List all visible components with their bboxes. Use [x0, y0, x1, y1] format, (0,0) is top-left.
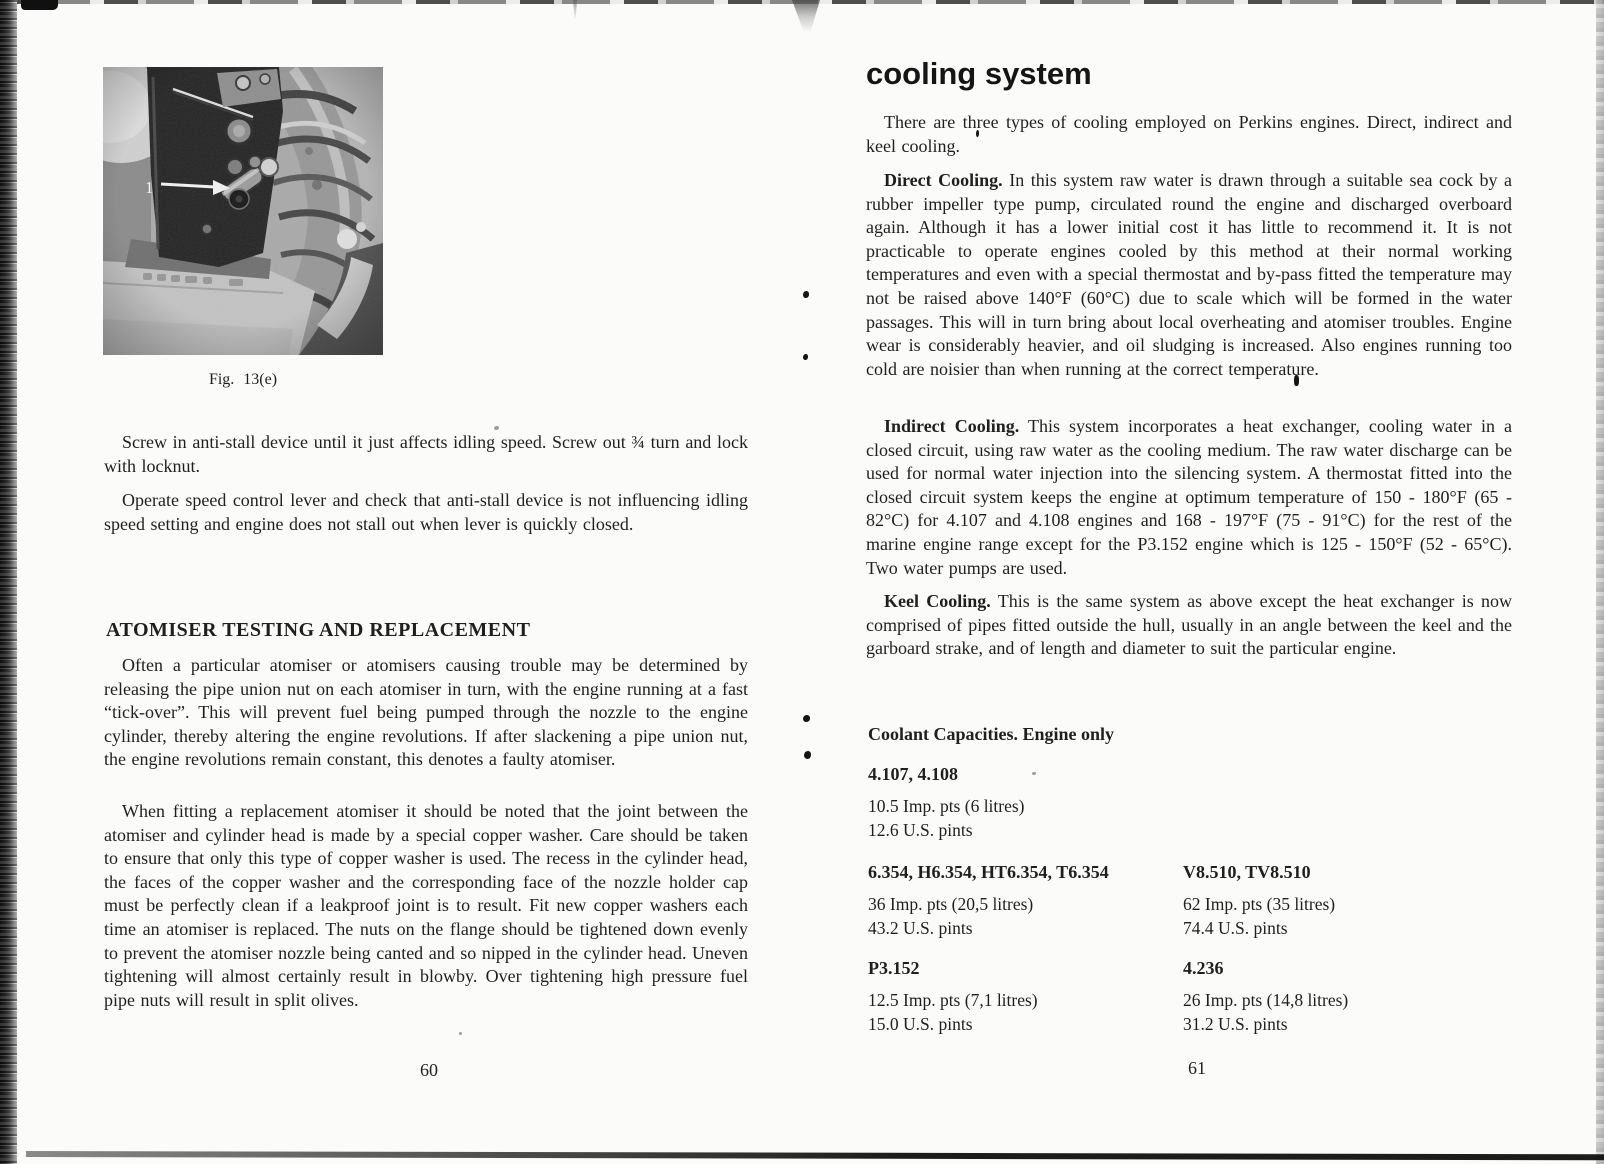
scan-speck	[803, 291, 809, 298]
capacity-us: 31.2 U.S. pints	[1183, 1014, 1288, 1034]
capacity-imperial: 10.5 Imp. pts (6 litres)	[868, 796, 1025, 816]
scan-bottom-edge-line	[26, 1151, 1604, 1160]
para-atomiser-replacement: When fitting a replacement atomiser it should be noted that the joint between the atomiser and cylinder head is made by a special copper washer. Care should be taken to ensure that only this type of copper washer is used. The recess in the cylinder head, the faces of the copper washer and the corresponding face of the nozzle holder cap must be perfectly clean if a leakproof joint is to result. Fit new copper washers each time an atomiser is replaced. The nuts on the flange should be tightened down evenly to prevent the atomiser nozzle being canted and so nipped in the cylinder head. Uneven tightening will almost certainly result in blowby. Over tightening high pressure fuel pipe nuts will result in split olives.	[104, 801, 748, 1010]
capacity-imperial: 62 Imp. pts (35 litres)	[1183, 894, 1336, 914]
capacity-group-6354	[868, 862, 1109, 940]
lead-direct-cooling: Direct Cooling.	[884, 170, 1003, 190]
scan-fold-smudge	[786, 0, 826, 36]
lead-keel-cooling: Keel Cooling.	[884, 591, 991, 611]
para-indirect-cooling	[866, 415, 1512, 580]
para-speed-control: Operate speed control lever and check that anti-stall device is not influencing idling speed setting and engine does not stall out when lever is quickly closed.	[104, 490, 748, 534]
para-keel-cooling	[866, 590, 1512, 661]
capacity-imperial: 26 Imp. pts (14,8 litres)	[1183, 990, 1349, 1010]
capacity-models: P3.152	[868, 958, 920, 978]
scan-speck	[1032, 772, 1036, 775]
capacity-us: 15.0 U.S. pints	[868, 1014, 973, 1034]
scan-corner-mark	[21, 0, 58, 10]
capacity-group-4236	[1183, 958, 1348, 1036]
lead-indirect-cooling: Indirect Cooling.	[884, 416, 1020, 436]
capacity-models: 4.107, 4.108	[868, 764, 958, 784]
capacity-group-4107-4108	[868, 764, 1025, 842]
heading-atomiser-testing: ATOMISER TESTING AND REPLACEMENT	[106, 619, 531, 641]
capacity-models: 4.236	[1183, 958, 1224, 978]
scan-right-edge	[1596, 0, 1604, 1164]
section-title-cooling-system: cooling system	[866, 56, 1092, 91]
capacity-models: V8.510, TV8.510	[1183, 862, 1311, 882]
para-atomiser-trouble: Often a particular atomiser or atomisers causing trouble may be determined by releasing the pipe union nut on each atomiser in turn, with the engine running at a fast “tick-over”. This will prevent fuel being pumped through the nozzle to the engine cylinder, thereby altering the engine revolutions. If after slackening a pipe union nut, the engine revolutions remain constant, this denotes a faulty atomiser.	[104, 655, 748, 770]
body-direct-cooling: In this system raw water is drawn through a suitable sea cock by a rubber impeller type pump, circulated round the engine and discharged overboard again. Although it has a lower initial cost it has little to recommend it. It is not practicable to operate engines cooled by this method at their normal working temperatures and even with a special thermostat and by-pass fitted the temperature may not be raised above 140°F (60°C) due to scale which will be formed in the water passages. This will in turn bring about local overheating and atomiser troubles. Engine wear is considerably heavier, and oil sludging is increased. Also engines running too cold are noisier than when running at the correct temperature.	[866, 170, 1512, 379]
capacity-group-v8510	[1183, 862, 1335, 940]
capacity-us: 43.2 U.S. pints	[868, 918, 973, 938]
para-cooling-intro: There are three types of cooling employed on Perkins engines. Direct, indirect and keel cooling.	[866, 112, 1512, 156]
heading-coolant-capacities: Coolant Capacities. Engine only	[868, 724, 1115, 744]
scan-speck	[803, 715, 810, 722]
engine-photo	[103, 67, 383, 355]
capacity-group-p3152	[868, 958, 1038, 1036]
capacity-us: 12.6 U.S. pints	[868, 820, 973, 840]
page-number-60: 60	[420, 1060, 438, 1080]
figure-13e-photo	[103, 67, 383, 355]
capacity-us: 74.4 U.S. pints	[1183, 918, 1288, 938]
capacity-imperial: 12.5 Imp. pts (7,1 litres)	[868, 990, 1038, 1010]
scan-speck	[494, 426, 499, 430]
body-indirect-cooling: This system incorporates a heat exchanger, cooling water in a closed circuit, using raw water as the cooling medium. The raw water discharge can be used for normal water injection into the silencing system. A thermostat fitted into the closed circuit system keeps the engine at optimum temperature of 150 - 180°F (65 - 82°C) for 4.107 and 4.108 engines and 168 - 197°F (75 - 91°C) for the rest of the marine engine range except for the P3.152 engine which is 125 - 150°F (52 - 65°C). Two water pumps are used.	[866, 416, 1512, 578]
para-direct-cooling	[866, 169, 1512, 381]
capacity-imperial: 36 Imp. pts (20,5 litres)	[868, 894, 1034, 914]
para-anti-stall-screw: Screw in anti-stall device until it just affects idling speed. Screw out ¾ turn and lock with locknut.	[104, 432, 748, 476]
body-keel-cooling: This is the same system as above except the heat exchanger is now comprised of pipes fitted outside the hull, usually in an angle between the keel and the garboard strake, and of length and diameter to suit the particular engine.	[866, 591, 1512, 659]
scan-speck	[804, 751, 811, 759]
page-number-61: 61	[1188, 1058, 1206, 1078]
scan-speck	[459, 1032, 462, 1035]
capacity-models: 6.354, H6.354, HT6.354, T6.354	[868, 862, 1109, 882]
scan-binding-edge	[0, 0, 17, 1164]
figure-caption: Fig. 13(e)	[208, 371, 278, 388]
scan-speck	[803, 354, 808, 360]
